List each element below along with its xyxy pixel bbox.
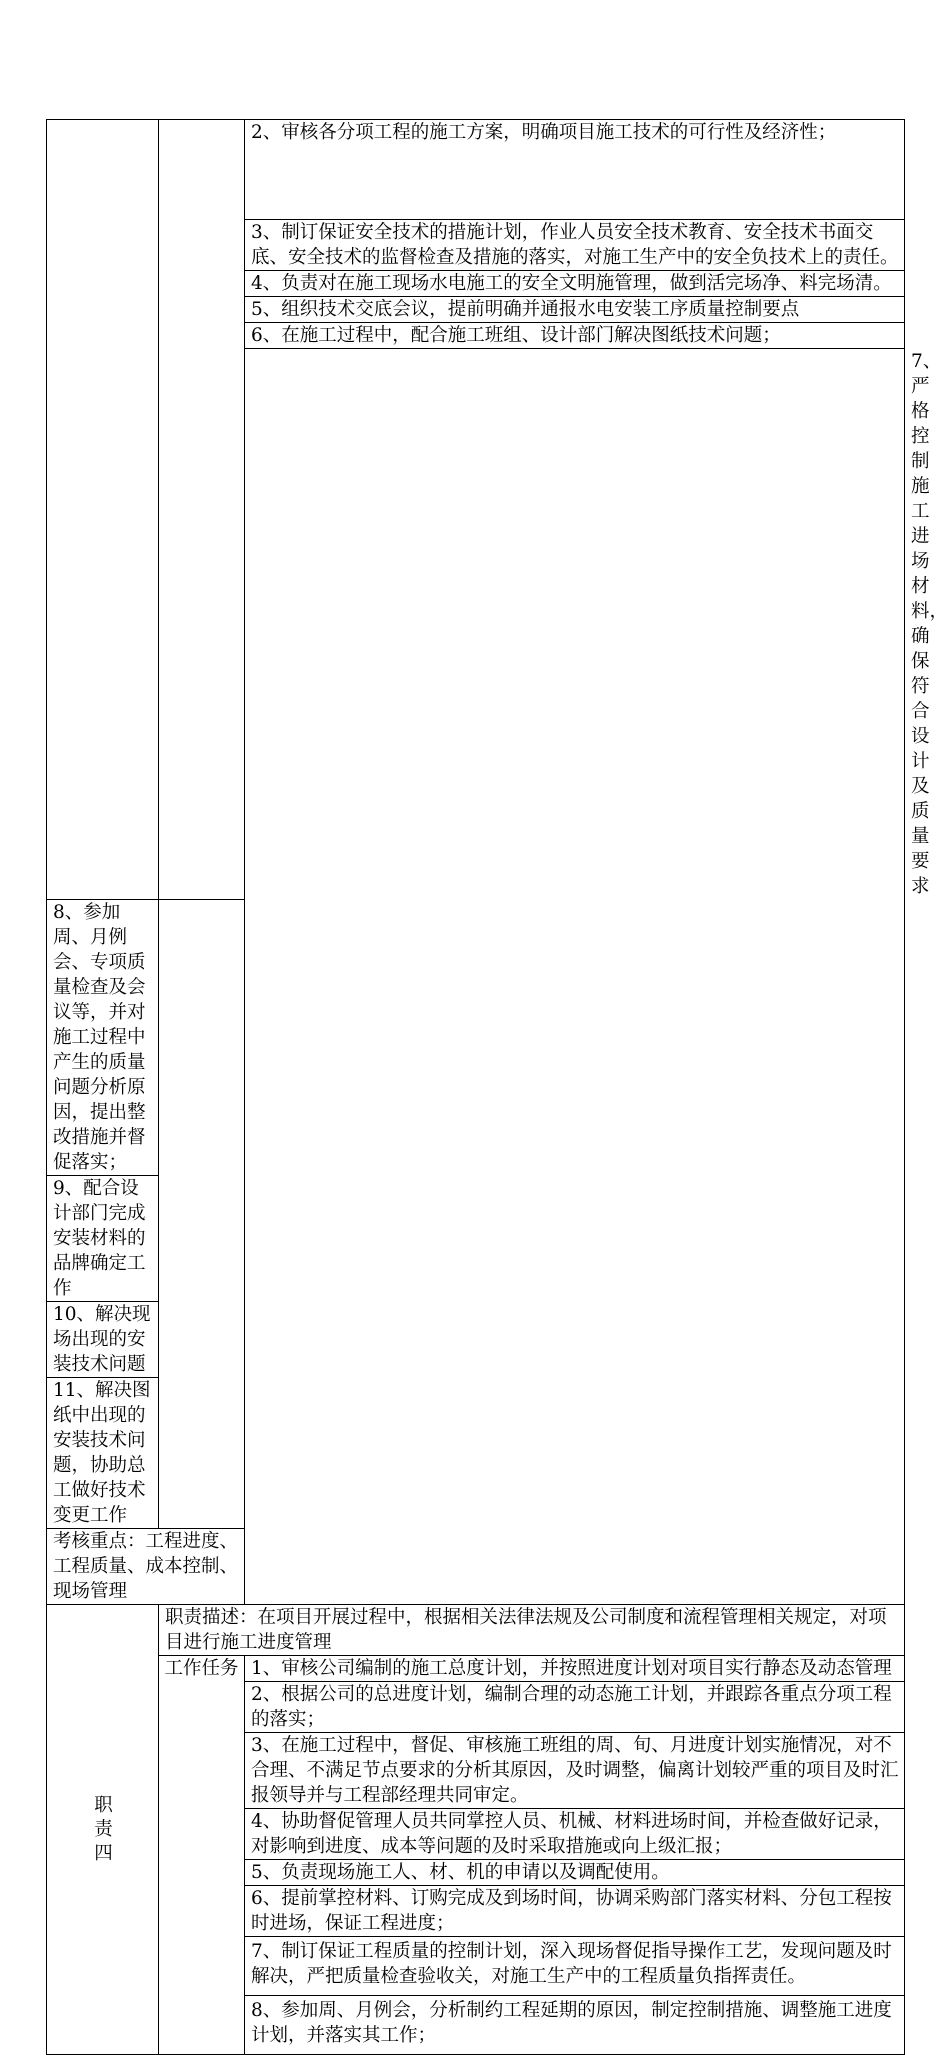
task-item: 3、制订保证安全技术的措施计划，作业人员安全技术教育、安全技术书面交底、安全技术的监督检查及措施的落实，对施工生产中的安全负技术上的责任。 bbox=[245, 220, 905, 271]
section-three-title-cell-2 bbox=[245, 349, 905, 1605]
task-item: 3、在施工过程中，督促、审核施工班组的周、旬、月进度计划实施情况，对不合理、不满足节点要求的分析其原因，及时调整，偏离计划较严重的项目及时汇报领导并与工程部经理共同审定。 bbox=[245, 1733, 905, 1809]
task-item: 4、负责对在施工现场水电施工的安全文明施管理，做到活完场净、料完场清。 bbox=[245, 271, 905, 297]
section-three-label-cell bbox=[159, 120, 245, 900]
task-item: 8、参加周、月例会，分析制约工程延期的原因，制定控制措施、调整施工进度计划，并落实其工作； bbox=[245, 1996, 905, 2055]
work-tasks-label bbox=[159, 1656, 245, 2055]
work-tasks-label-text: 工作任务 bbox=[164, 1658, 239, 1679]
task-item: 6、在施工过程中，配合施工班组、设计部门解决图纸技术问题； bbox=[245, 323, 905, 349]
responsibility-table: 2、审核各分项工程的施工方案，明确项目施工技术的可行性及经济性； 3、制订保证安全技术的措施计划，作业人员安全技术教育、安全技术书面交底、安全技术的监督检查及措施的落实，对施工生产中的安全负技术上的责任。 4、负责对在施工现场水电施工的安全文明施管理，做到活完场净、料完场清。 5、组织技术交底会议，提前明确并通报水电安装工序质量控制要点 6、在施工过程中，配合施工班组、设计部门解决图纸技术问题； 7、严格控制施工进场材料，确保符合设计及质量要求 8、参加周、月例会、专项质量检查及会议等，并对施工过程中产生的质量问题分析原因，提出整改措施并督促落实； 9、配合设计部门完成安装材料的品牌确定工作 10、解决现场出现的安装技术问题 11、解决图纸中出现的安装技术问题，协助总工做好技术变更工作 考核重点：工程进度、工程质量、成本控制、现场管理 职责四 职责描述：在项目开展过程中，根据相关法律法规及公司制度和流程管理相关规定，对项目进行施工进度管理 工作任务 1、审核公司编制的施工总度计划，并按照进度计划对项目实行静态及动态管理 2、根据公司的总进度计划，编制合理的动态施工计划，并跟踪各重点分项工程的落实； 3、在施工过程中，督促、审核施工班组的周、旬、月进度计划实施情况，对不合理、不满足节点要求的分析其原因，及时调整，偏离计划较严重的项目及时汇报领导并与工程部经理共同审定。 4、协助督促管理人员共同掌控人员、机械、材料进场时间，并检查做好记录，对影响到进度、成本等问题的及时采取措施或向上级汇报； 5、负责现场施工人、材、机的申请以及调配使用。 6、提前掌控材料、订购完成及到场时间，协调采购部门落实材料、分包工程按时进场，保证工程进度； 7、制订保证工程质量的控制计划，深入现场督促指导操作工艺，发现问题及时解决，严把质量检查验收关，对施工生产中的工程质量负指挥责任。 8、参加周、月例会，分析制约工程延期的原因，制定控制措施、调整施工进度计划，并落实其工作； bbox=[46, 119, 905, 2055]
task-item: 1、审核公司编制的施工总度计划，并按照进度计划对项目实行静态及动态管理 bbox=[245, 1656, 905, 1682]
section-three-title-cell bbox=[47, 120, 159, 900]
section-four-title: 职责四 bbox=[94, 1794, 113, 1864]
section-four-description: 职责描述：在项目开展过程中，根据相关法律法规及公司制度和流程管理相关规定，对项目进行施工进度管理 bbox=[159, 1605, 905, 1656]
task-item: 11、解决图纸中出现的安装技术问题，协助总工做好技术变更工作 bbox=[47, 1378, 159, 1529]
task-item: 4、协助督促管理人员共同掌控人员、机械、材料进场时间，并检查做好记录，对影响到进度、成本等问题的及时采取措施或向上级汇报； bbox=[245, 1809, 905, 1860]
task-item: 9、配合设计部门完成安装材料的品牌确定工作 bbox=[47, 1176, 159, 1302]
assessment-focus: 考核重点：工程进度、工程质量、成本控制、现场管理 bbox=[47, 1529, 245, 1605]
task-item: 5、组织技术交底会议，提前明确并通报水电安装工序质量控制要点 bbox=[245, 297, 905, 323]
task-item: 6、提前掌控材料、订购完成及到场时间，协调采购部门落实材料、分包工程按时进场，保证工程进度； bbox=[245, 1886, 905, 1937]
task-item: 7、制订保证工程质量的控制计划，深入现场督促指导操作工艺，发现问题及时解决，严把质量检查验收关，对施工生产中的工程质量负指挥责任。 bbox=[245, 1937, 905, 1996]
task-item: 5、负责现场施工人、材、机的申请以及调配使用。 bbox=[245, 1860, 905, 1886]
task-item: 2、审核各分项工程的施工方案，明确项目施工技术的可行性及经济性； bbox=[245, 120, 905, 220]
task-item: 10、解决现场出现的安装技术问题 bbox=[47, 1302, 159, 1378]
section-four-title-cell bbox=[47, 1605, 159, 2055]
task-item: 2、根据公司的总进度计划，编制合理的动态施工计划，并跟踪各重点分项工程的落实； bbox=[245, 1682, 905, 1733]
task-item: 8、参加周、月例会、专项质量检查及会议等，并对施工过程中产生的质量问题分析原因，提出整改措施并督促落实； bbox=[47, 900, 159, 1176]
